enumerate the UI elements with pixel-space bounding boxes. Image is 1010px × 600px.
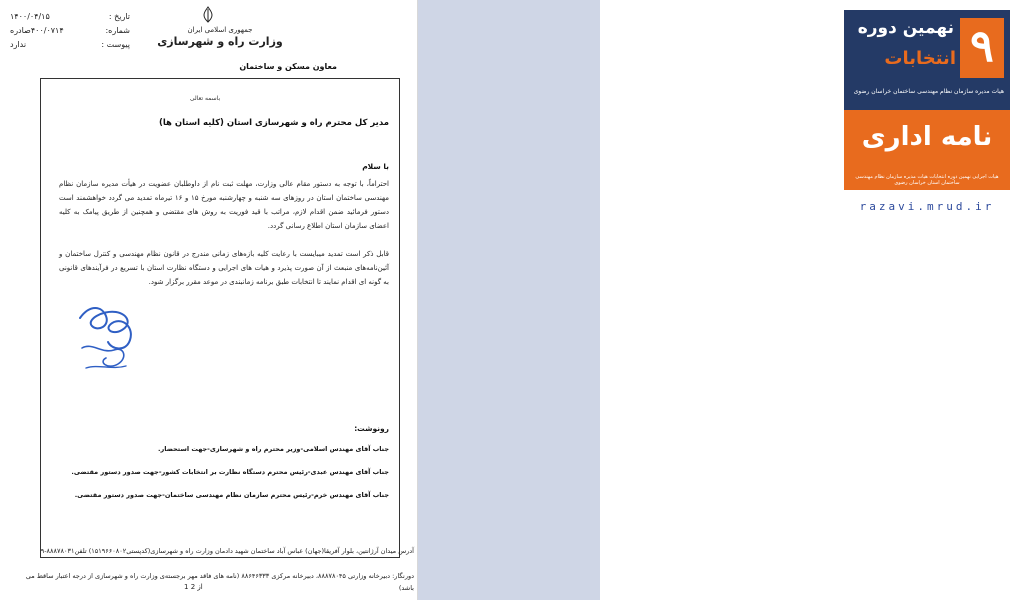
website-link[interactable]: razavi.mrud.ir bbox=[859, 200, 995, 213]
deputy-title: معاون مسکن و ساختمان bbox=[239, 62, 337, 71]
handwritten-signature bbox=[72, 298, 140, 378]
official-letter-banner bbox=[844, 110, 1010, 190]
date-row bbox=[10, 10, 130, 24]
attachment-value: ندارد bbox=[10, 40, 27, 49]
number-label: شماره: bbox=[105, 26, 130, 35]
recipient: مدیر کل محترم راه و شهرسازی استان (کلیه استان ها) bbox=[158, 118, 389, 128]
attachment-label: پیوست : bbox=[101, 40, 130, 49]
greeting: با سلام bbox=[362, 162, 389, 171]
letter-page bbox=[0, 0, 418, 600]
iran-emblem-icon bbox=[201, 6, 215, 24]
copy-recipient-1: جناب آقای مهندس اسلامی-وزیر محترم راه و شهرسازی-جهت استحضار. bbox=[158, 445, 389, 453]
ministry-name: وزارت راه و شهرسازی bbox=[157, 35, 283, 48]
election-word: انتخابات bbox=[884, 48, 956, 69]
footer-fax: دورنگار: دبیرخانه وزارتی ۸۸۸۷۸۰۴۵، دبیرخانه مرکزی ۸۸۶۴۶۳۳۳ (نامه های فاقد مهر برجسته‌ی وزارت راه و شهرسازی از درجه اعتبار ساقط می باشد) bbox=[25, 572, 414, 592]
number-row bbox=[10, 24, 130, 38]
header-meta bbox=[10, 10, 130, 52]
body-paragraph-1: احتراماً، با توجه به دستور مقام عالی وزارت، مهلت ثبت نام از داوطلبان عضویت در هیأت مدیره سازمان نظام مهندسی ساختمان استان در روزهای سه شنبه و چهارشنبه مورخ ۱۵ و ۱۶ تیرماه تمدید می گردد خواهشمند است دستور فرمائید ضمن اقدام لازم، مراتب با قید فوریت به روش های مقتضی و همچنین از طریق پیامک به کلیه اعضای سازمان استان اطلاع رسانی گردد. bbox=[59, 180, 389, 230]
logo-subtitle: هیات مدیره سازمان نظام مهندسی ساختمان خراسان رضوی bbox=[853, 88, 1004, 95]
attachment-row bbox=[10, 38, 130, 52]
copy-recipient-2: جناب آقای مهندس عبدی-رئیس محترم دستگاه نظارت بر انتخابات کشور-جهت صدور دستور مقتضی. bbox=[71, 468, 389, 476]
election-logo bbox=[844, 10, 1010, 110]
footer-address: آدرس میدان آرژانتین، بلوار آفریقا(جهان) عباس آباد ساختمان شهید دادمان وزارت راه و شهرسازی(کدپستی۱۵۱۹۶۶۰۸۰۲) تلفن۸۸۸۷۸۰۳۱-۹ bbox=[40, 547, 414, 555]
body-paragraph-2: قابل ذکر است تمدید میبایست با رعایت کلیه بازه‌های زمانی مندرج در قانون نظام مهندسی و کنترل ساختمان و آئین‌نامه‌های منبعث از آن صورت پذیرد و هیات های اجرایی و دستگاه نظارت استان با تسریع در فرآیندهای قانونی به گونه ای اقدام نمایند تا انتخابات طبق برنامه زمانبندی در موعد مقرر برگزار شود. bbox=[59, 250, 389, 286]
page-counter: 1 از 2 bbox=[184, 583, 203, 591]
invocation: باسمه تعالی bbox=[189, 95, 221, 102]
banner-subtitle: هیات اجرایی نهمین دوره انتخابات هیات مدیره سازمان نظام مهندسی ساختمان استان خراسان رضوی bbox=[855, 174, 999, 186]
copies-heading: رونوشت: bbox=[354, 424, 389, 433]
copy-recipient-3: جناب آقای مهندس خرم-رئیس محترم سازمان نظام مهندسی ساختمان-جهت صدور دستور مقتضی. bbox=[74, 491, 389, 499]
date-label: تاریخ : bbox=[108, 12, 130, 21]
banner-title: نامه اداری bbox=[861, 122, 993, 152]
date-value: ۱۴۰۰/۰۴/۱۵ bbox=[10, 12, 50, 21]
republic-text: جمهوری اسلامی ایران bbox=[187, 26, 253, 34]
sidebar-panel bbox=[418, 0, 1004, 600]
ministry-heading bbox=[150, 24, 290, 48]
number-value: ۴۰۰/۰۷۱۴صادره bbox=[10, 26, 64, 35]
edition-number: ۹ bbox=[960, 18, 1004, 78]
edition-title: نهمین دوره bbox=[857, 18, 954, 38]
